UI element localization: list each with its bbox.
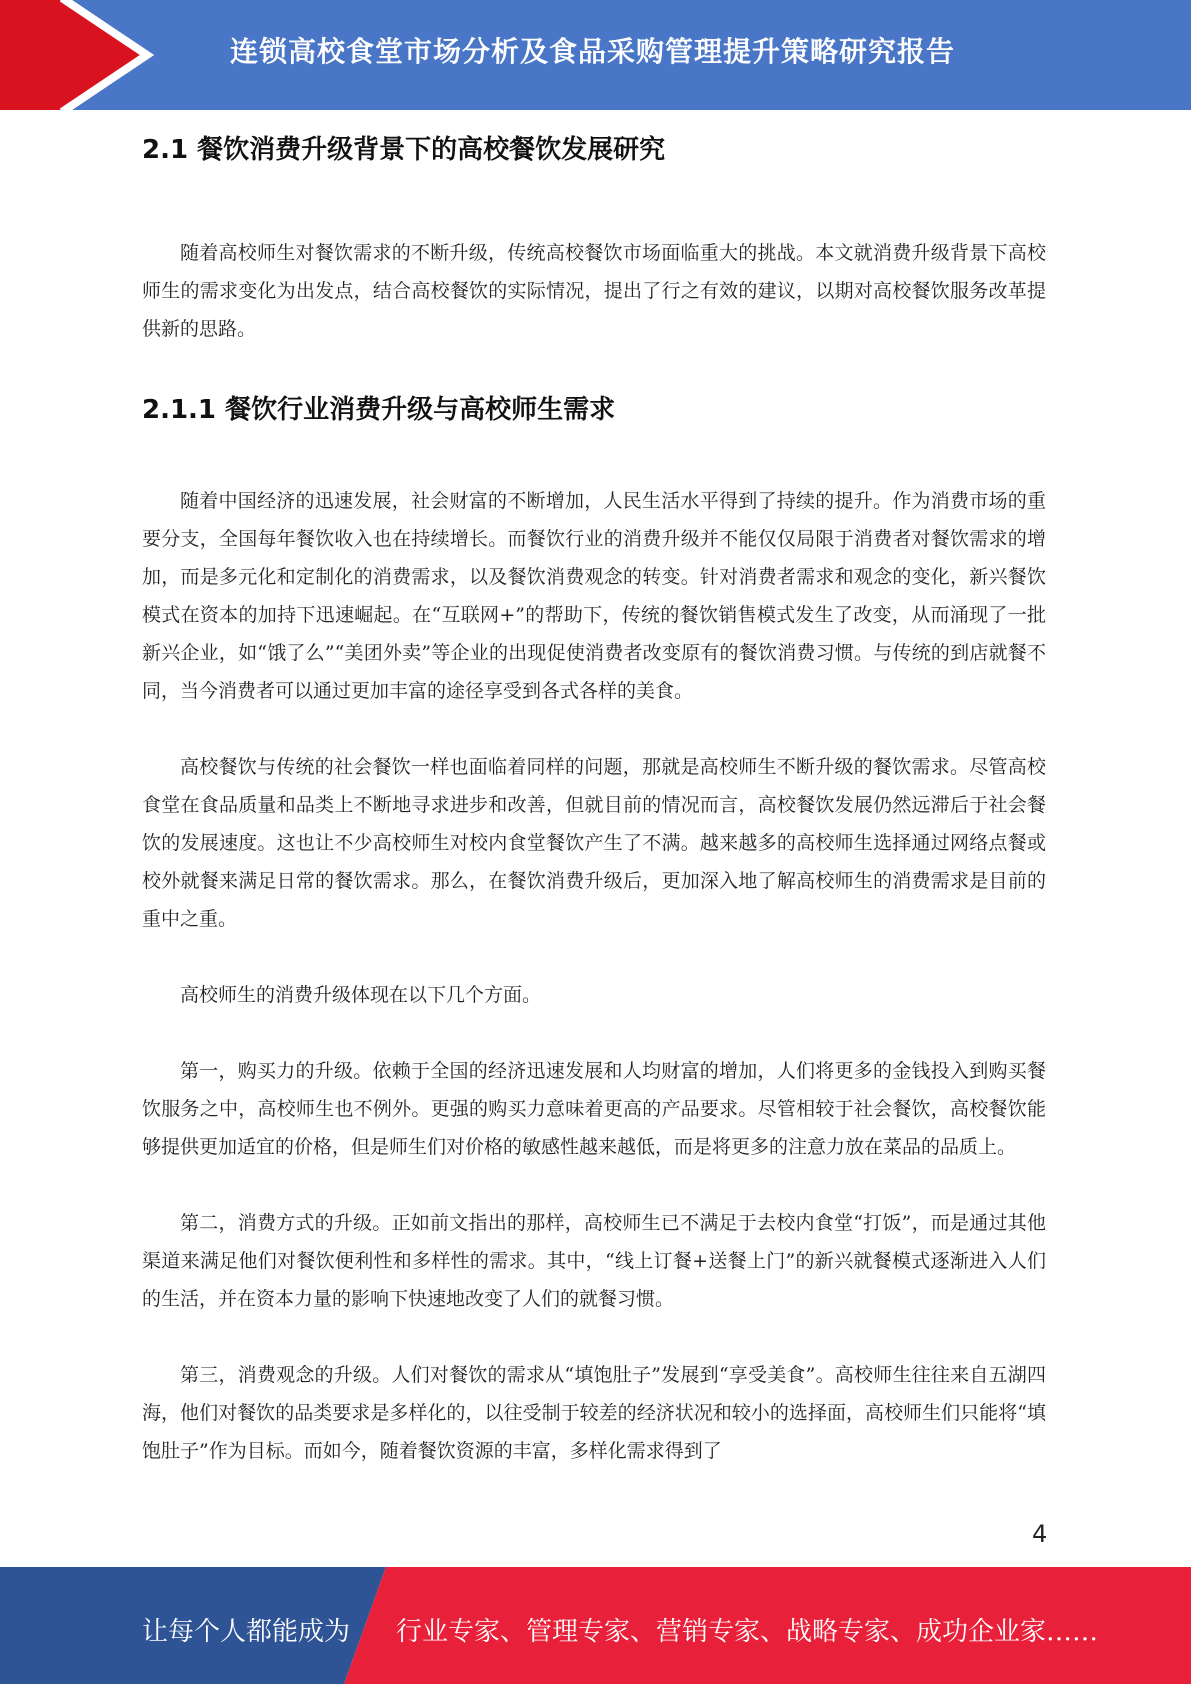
paragraph: 第三，消费观念的升级。人们对餐饮的需求从“填饱肚子”发展到“享受美食”。高校师生往往来自五湖四海，他们对餐饮的品类要求是多样化的，以往受制于较差的经济状况和较小的选择面，高校师生们只能将“填饱肚子”作为目标。而如今，随着餐饮资源的丰富，多样化需求得到了 (142, 1364, 1046, 1462)
section-heading-2-1-1: 2.1.1 餐饮行业消费升级与高校师生需求 (142, 395, 616, 425)
paragraph: 第一，购买力的升级。依赖于全国的经济迅速发展和人均财富的增加，人们将更多的金钱投入到购买餐饮服务之中，高校师生也不例外。更强的购买力意味着更高的产品要求。尽管相较于社会餐饮，高校餐饮能够提供更加适宜的价格，但是师生们对价格的敏感性越来越低，而是将更多的注意力放在菜品的品质上。 (142, 1060, 1046, 1158)
section-heading-2-1: 2.1 餐饮消费升级背景下的高校餐饮发展研究 (142, 135, 666, 165)
report-title: 连锁高校食堂市场分析及食品采购管理提升策略研究报告 (230, 35, 956, 68)
footer-slogan-right: 行业专家、管理专家、营销专家、战略专家、成功企业家…… (396, 1617, 1099, 1647)
header-arrow-shape (0, 0, 145, 110)
paragraph: 高校餐饮与传统的社会餐饮一样也面临着同样的问题，那就是高校师生不断升级的餐饮需求。尽管高校食堂在食品质量和品类上不断地寻求进步和改善，但就目前的情况而言，高校餐饮发展仍然远滞后于社会餐饮的发展速度。这也让不少高校师生对校内食堂餐饮产生了不满。越来越多的高校师生选择通过网络点餐或校外就餐来满足日常的餐饮需求。那么，在餐饮消费升级后，更加深入地了解高校师生的消费需求是目前的重中之重。 (142, 756, 1046, 930)
page-header (0, 0, 1191, 110)
paragraph: 随着中国经济的迅速发展，社会财富的不断增加，人民生活水平得到了持续的提升。作为消费市场的重要分支，全国每年餐饮收入也在持续增长。而餐饮行业的消费升级并不能仅仅局限于消费者对餐饮需求的增加，而是多元化和定制化的消费需求，以及餐饮消费观念的转变。针对消费者需求和观念的变化，新兴餐饮模式在资本的加持下迅速崛起。在“互联网+”的帮助下，传统的餐饮销售模式发生了改变，从而涌现了一批新兴企业，如“饿了么”“美团外卖”等企业的出现促使消费者改变原有的餐饮消费习惯。与传统的到店就餐不同，当今消费者可以通过更加丰富的途径享受到各式各样的美食。 (142, 490, 1046, 702)
page-footer (0, 1567, 1191, 1684)
footer-slogan-left: 让每个人都能成为 (142, 1617, 351, 1647)
page-number: 4 (1032, 1520, 1048, 1548)
paragraph: 随着高校师生对餐饮需求的不断升级，传统高校餐饮市场面临重大的挑战。本文就消费升级背景下高校师生的需求变化为出发点，结合高校餐饮的实际情况，提出了行之有效的建议，以期对高校餐饮服务改革提供新的思路。 (142, 242, 1046, 340)
page-content (142, 128, 1046, 1470)
paragraph: 第二，消费方式的升级。正如前文指出的那样，高校师生已不满足于去校内食堂“打饭”，而是通过其他渠道来满足他们对餐饮便利性和多样性的需求。其中，“线上订餐+送餐上门”的新兴就餐模式逐渐进入人们的生活，并在资本力量的影响下快速地改变了人们的就餐习惯。 (142, 1212, 1046, 1310)
paragraph: 高校师生的消费升级体现在以下几个方面。 (180, 984, 542, 1006)
